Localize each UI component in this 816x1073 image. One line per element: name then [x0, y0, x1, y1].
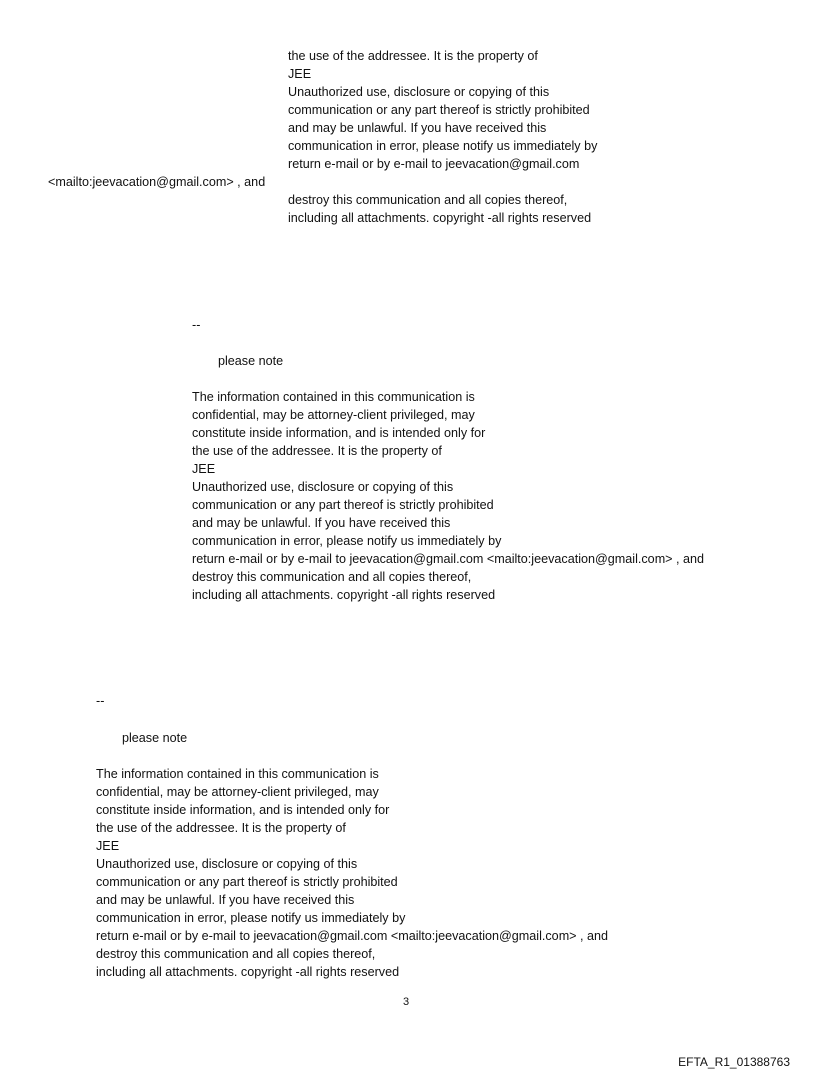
- block2-line-4: the use of the addressee. It is the property of: [192, 444, 442, 458]
- block1-line-3: Unauthorized use, disclosure or copying of this: [288, 85, 550, 99]
- block1-line-1: the use of the addressee. It is the property of: [288, 49, 538, 63]
- block1-line-5: and may be unlawful. If you have received this: [288, 121, 547, 135]
- block3-line-12: including all attachments. copyright -all rights reserved: [96, 965, 400, 979]
- block3-line-10: return e-mail or by e-mail to jeevacation@gmail.com <mailto:jeevacation@gmail.com> , and: [96, 929, 609, 943]
- block2-heading: please note: [218, 354, 284, 368]
- block2-line-8: and may be unlawful. If you have received this: [192, 516, 451, 530]
- block3-line-2: confidential, may be attorney-client privileged, may: [96, 785, 379, 799]
- block3-line-6: Unauthorized use, disclosure or copying of this: [96, 857, 358, 871]
- block2-line-9: communication in error, please notify us immediately by: [192, 534, 502, 548]
- block1-line-9: including all attachments. copyright -all rights reserved: [288, 211, 592, 225]
- block2-line-1: The information contained in this communication is: [192, 390, 475, 404]
- block1-line-6: communication in error, please notify us immediately by: [288, 139, 598, 153]
- block2-line-12: including all attachments. copyright -all rights reserved: [192, 588, 496, 602]
- block3-line-11: destroy this communication and all copies thereof,: [96, 947, 376, 961]
- block2-line-11: destroy this communication and all copies thereof,: [192, 570, 472, 584]
- block1-wrapped-mailto: <mailto:jeevacation@gmail.com> , and: [48, 175, 266, 189]
- block2-line-6: Unauthorized use, disclosure or copying of this: [192, 480, 454, 494]
- block3-line-7: communication or any part thereof is strictly prohibited: [96, 875, 398, 889]
- block3-line-8: and may be unlawful. If you have received this: [96, 893, 355, 907]
- block1-line-7: return e-mail or by e-mail to jeevacation@gmail.com: [288, 157, 580, 171]
- block2-line-7: communication or any part thereof is strictly prohibited: [192, 498, 494, 512]
- block2-line-5: JEE: [192, 462, 216, 476]
- block1-line-8: destroy this communication and all copies thereof,: [288, 193, 568, 207]
- block3-line-5: JEE: [96, 839, 120, 853]
- block2-line-10: return e-mail or by e-mail to jeevacation@gmail.com <mailto:jeevacation@gmail.com> , and: [192, 552, 705, 566]
- page-number: 3: [403, 996, 410, 1008]
- block2-separator: --: [192, 318, 201, 332]
- block3-separator: --: [96, 694, 105, 708]
- block3-heading: please note: [122, 731, 188, 745]
- block1-line-2: JEE: [288, 67, 312, 81]
- block3-line-4: the use of the addressee. It is the property of: [96, 821, 346, 835]
- block2-line-2: confidential, may be attorney-client privileged, may: [192, 408, 475, 422]
- block3-line-3: constitute inside information, and is intended only for: [96, 803, 390, 817]
- block2-line-3: constitute inside information, and is intended only for: [192, 426, 486, 440]
- block3-line-1: The information contained in this communication is: [96, 767, 379, 781]
- block1-line-4: communication or any part thereof is strictly prohibited: [288, 103, 590, 117]
- block3-line-9: communication in error, please notify us immediately by: [96, 911, 406, 925]
- document-id-footer: EFTA_R1_01388763: [678, 1055, 790, 1069]
